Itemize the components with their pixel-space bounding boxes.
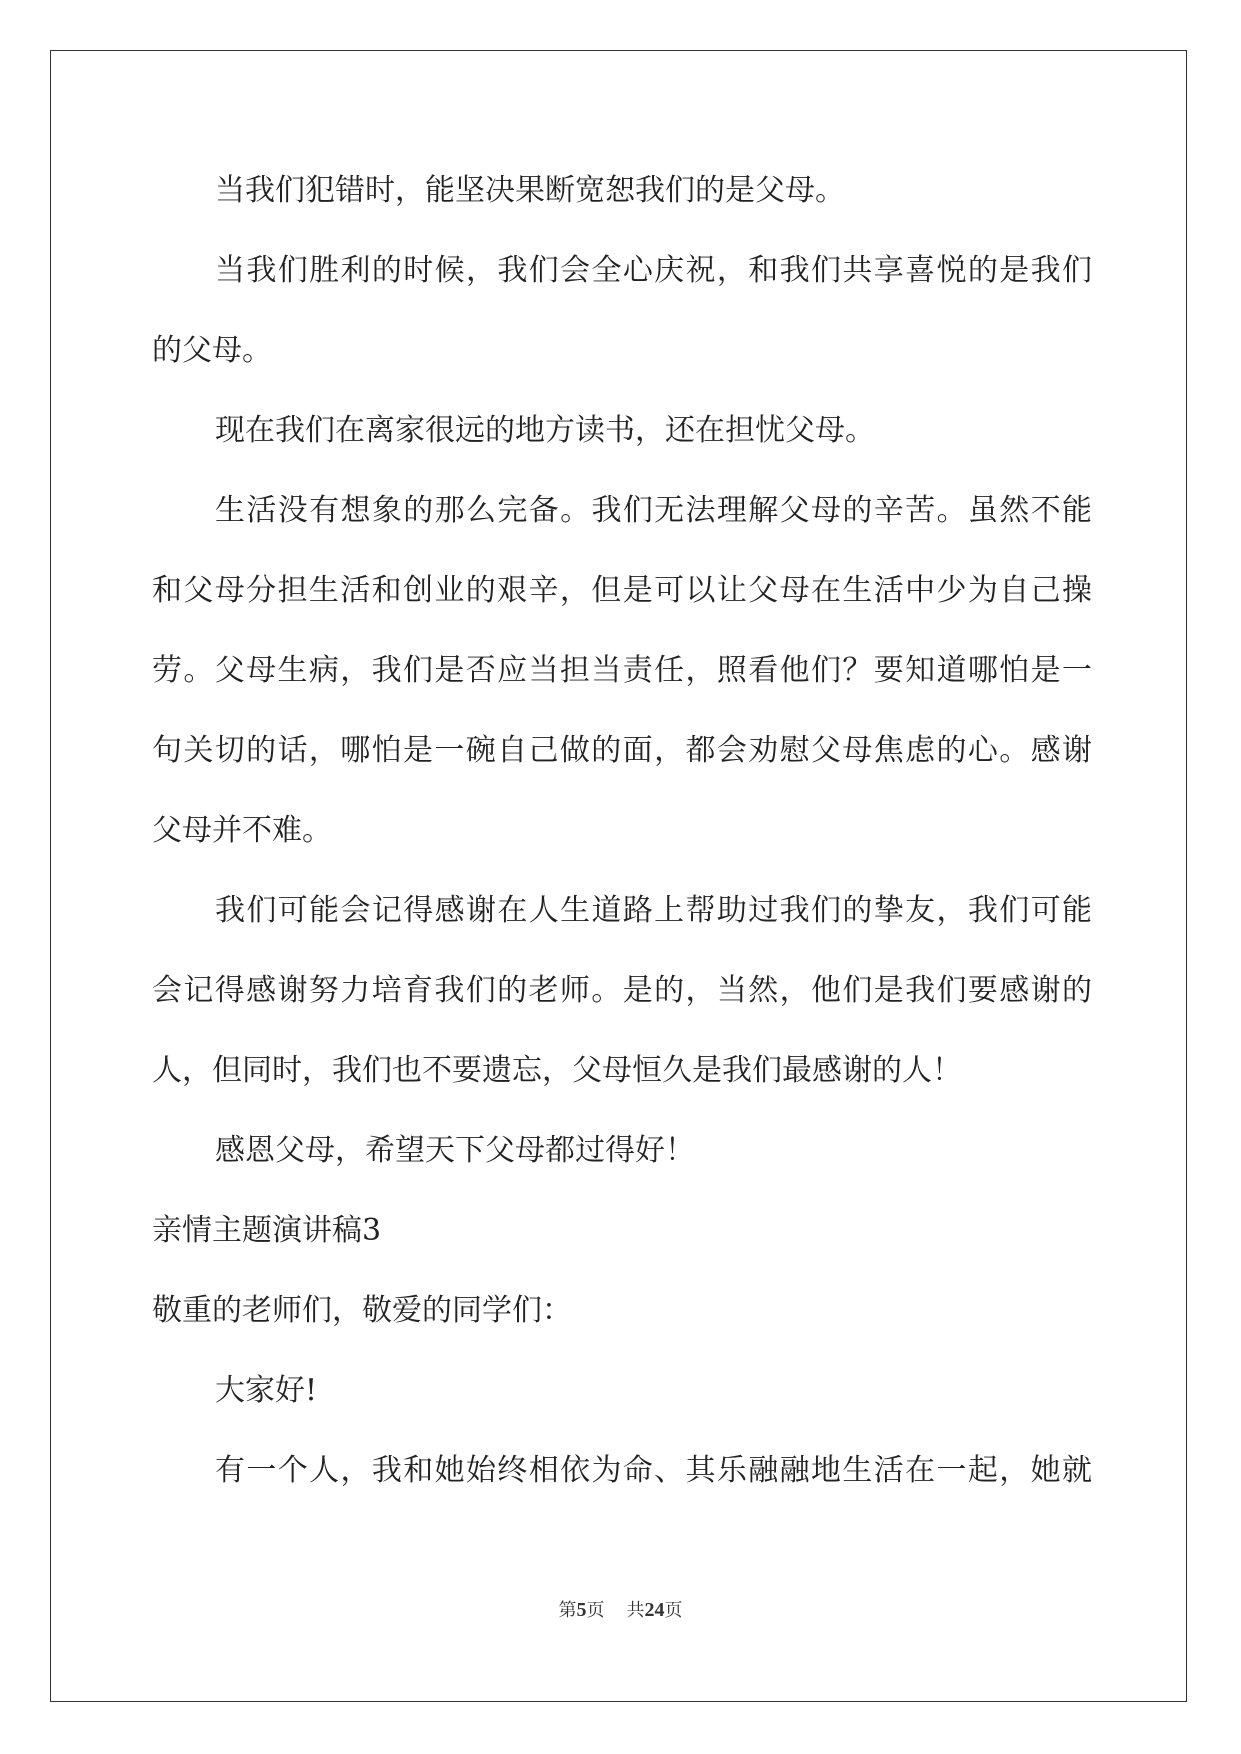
section-heading: 亲情主题演讲稿3 bbox=[152, 1213, 382, 1248]
page-prefix: 第 bbox=[558, 1600, 577, 1621]
paragraph-line: 会记得感谢努力培育我们的老师。是的，当然，他们是我们要感谢的 bbox=[152, 973, 1092, 1008]
paragraph-line: 当我们犯错时，能坚决果断宽恕我们的是父母。 bbox=[215, 173, 845, 208]
page-number: 5 bbox=[576, 1599, 587, 1621]
paragraph-line: 当我们胜利的时候，我们会全心庆祝，和我们共享喜悦的是我们 bbox=[215, 253, 1092, 288]
paragraph-line: 句关切的话，哪怕是一碗自己做的面，都会劝慰父母焦虑的心。感谢 bbox=[152, 733, 1092, 768]
paragraph-line: 有一个人，我和她始终相依为命、其乐融融地生活在一起，她就 bbox=[215, 1453, 1092, 1488]
total-pages: 24 bbox=[644, 1599, 665, 1621]
paragraph-line: 劳。父母生病，我们是否应当担当责任，照看他们？要知道哪怕是一 bbox=[152, 653, 1092, 688]
paragraph-line: 感恩父母，希望天下父母都过得好！ bbox=[215, 1133, 695, 1168]
paragraph-line: 现在我们在离家很远的地方读书，还在担忧父母。 bbox=[215, 413, 875, 448]
total-prefix: 共 bbox=[626, 1600, 645, 1621]
paragraph-line: 的父母。 bbox=[152, 333, 272, 368]
paragraph-line: 和父母分担生活和创业的艰辛，但是可以让父母在生活中少为自己操 bbox=[152, 573, 1092, 608]
paragraph-line: 我们可能会记得感谢在人生道路上帮助过我们的挚友，我们可能 bbox=[215, 893, 1092, 928]
salutation: 敬重的老师们，敬爱的同学们： bbox=[152, 1293, 572, 1328]
paragraph-line: 生活没有想象的那么完备。我们无法理解父母的辛苦。虽然不能 bbox=[215, 493, 1092, 528]
page-suffix: 页 bbox=[586, 1600, 605, 1621]
total-suffix: 页 bbox=[664, 1600, 683, 1621]
paragraph-line: 人，但同时，我们也不要遗忘，父母恒久是我们最感谢的人！ bbox=[152, 1053, 962, 1088]
greeting: 大家好! bbox=[215, 1373, 318, 1408]
paragraph-line: 父母并不难。 bbox=[152, 813, 332, 848]
page-footer bbox=[0, 1596, 1241, 1622]
